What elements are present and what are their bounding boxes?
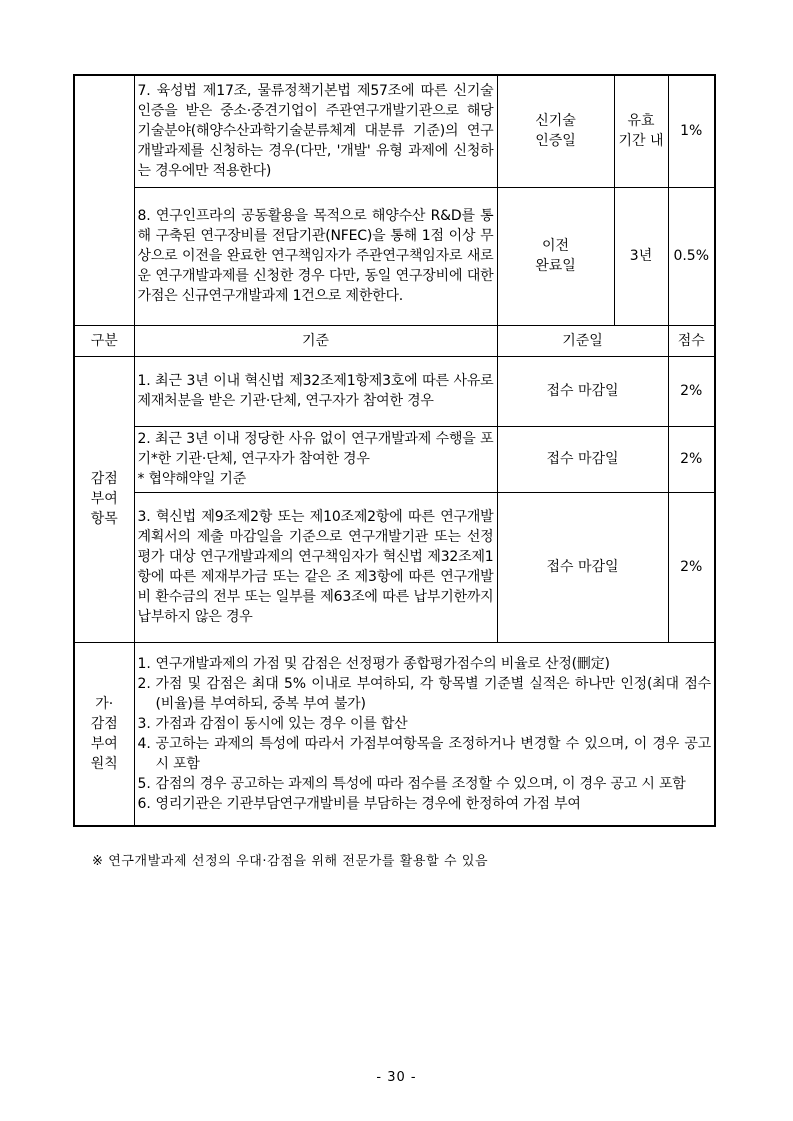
header-score: 점수	[677, 332, 705, 349]
header-category: 구분	[90, 332, 118, 349]
principles-label: 가· 감점 부여 원칙	[90, 695, 118, 772]
penalty-criteria-1: 1. 최근 3년 이내 혁신법 제32조제1항제3호에 따른 사유로 제재처분을 받은 기관·단체, 연구자가 참여한 경우	[137, 373, 494, 409]
bonus-base-date-7: 신기술 인증일	[535, 113, 576, 150]
scoring-table	[73, 74, 716, 827]
header-base-date: 기준일	[562, 332, 603, 349]
penalty-base-date-3: 접수 마감일	[546, 559, 619, 575]
bonus-score-7: 1%	[680, 123, 703, 140]
principle-item-4: 4. 공고하는 과제의 특성에 따라서 가점부여항목을 조정하거나 변경할 수 있으며, 이 경우 공고 시 포함	[137, 735, 711, 772]
bonus-category-cell	[74, 75, 134, 325]
bonus-row-7	[74, 75, 715, 187]
footnote: ※ 연구개발과제 선정의 우대·감점을 위해 전문가를 활용할 수 있음	[92, 854, 489, 869]
penalty-base-date-1: 접수 마감일	[546, 383, 619, 399]
penalty-row-1	[74, 356, 715, 426]
page-number: - 30 -	[376, 1070, 417, 1085]
principle-item-5: 5. 감점의 경우 공고하는 과제의 특성에 따라 점수를 조정할 수 있으며, 이 경우 공고 시 포함	[137, 775, 686, 792]
penalty-score-2: 2%	[680, 451, 703, 467]
bonus-criteria-8: 8. 연구인프라의 공동활용을 목적으로 해양수산 R&D를 통해 구축된 연구장비를 전담기관(NFEC)을 통해 1점 이상 무상으로 이전을 완료한 연구책임자가 주관연구책임자로 새로운 연구개발과제를 신청한 경우 다만, 동일 연구장비에 대한 가점은 신규연구개발과제 1건으로 제한한다.	[137, 208, 494, 304]
bonus-criteria-7: 7. 육성법 제17조, 물류정책기본법 제57조에 따른 신기술 인증을 받은 중소·중견기업이 주관연구개발기관으로 해당 기술분야(해양수산과학기술분류체계 대분류 기준)의 연구개발과제를 신청하는 경우(다만, '개발' 유형 과제에 신청하는 경우에만 적용한다)	[137, 83, 494, 180]
bonus-period-7: 유효 기간 내	[618, 113, 664, 150]
header-criteria: 기준	[301, 332, 330, 349]
penalty-label: 감점 부여 항목	[90, 471, 118, 527]
bonus-period-8: 3년	[629, 248, 653, 264]
penalty-base-date-2: 접수 마감일	[546, 451, 619, 467]
bonus-row-8	[74, 187, 715, 325]
penalty-row-3	[74, 492, 715, 642]
penalty-score-3: 2%	[680, 559, 703, 575]
principles-list	[135, 652, 715, 816]
table-header-row	[74, 325, 715, 356]
principle-item-1: 1. 연구개발과제의 가점 및 감점은 선정평가 종합평가점수의 비율로 산정(刪定)	[137, 655, 610, 672]
penalty-criteria-3: 3. 혁신법 제9조제2항 또는 제10조제2항에 따른 연구개발계획서의 제출 마감일을 기준으로 연구개발기관 또는 선정평가 대상 연구개발과제의 연구책임자가 혁신법 제32조제1항에 따른 제재부가금 또는 같은 조 제3항에 따른 연구개발비 환수금의 전부 또는 일부를 제63조에 따른 납부기한까지 납부하지 않은 경우	[137, 509, 494, 625]
principle-item-6: 6. 영리기관은 기관부담연구개발비를 부담하는 경우에 한정하여 가점 부여	[137, 795, 581, 812]
bonus-base-date-8: 이전 완료일	[535, 238, 576, 274]
principle-item-3: 3. 가점과 감점이 동시에 있는 경우 이를 합산	[137, 715, 408, 732]
principles-row	[74, 642, 715, 826]
penalty-row-2	[74, 426, 715, 492]
bonus-score-8: 0.5%	[673, 248, 710, 264]
penalty-criteria-2: 2. 최근 3년 이내 정당한 사유 없이 연구개발과제 수행을 포기*한 기관·단체, 연구자가 참여한 경우 * 협약해약일 기준	[137, 431, 494, 487]
penalty-score-1: 2%	[680, 383, 703, 399]
principle-item-2: 2. 가점 및 감점은 최대 5% 이내로 부여하되, 각 항목별 기준별 실적은 하나만 인정(최대 점수(비율)를 부여하되, 중복 부여 불가)	[137, 675, 711, 712]
